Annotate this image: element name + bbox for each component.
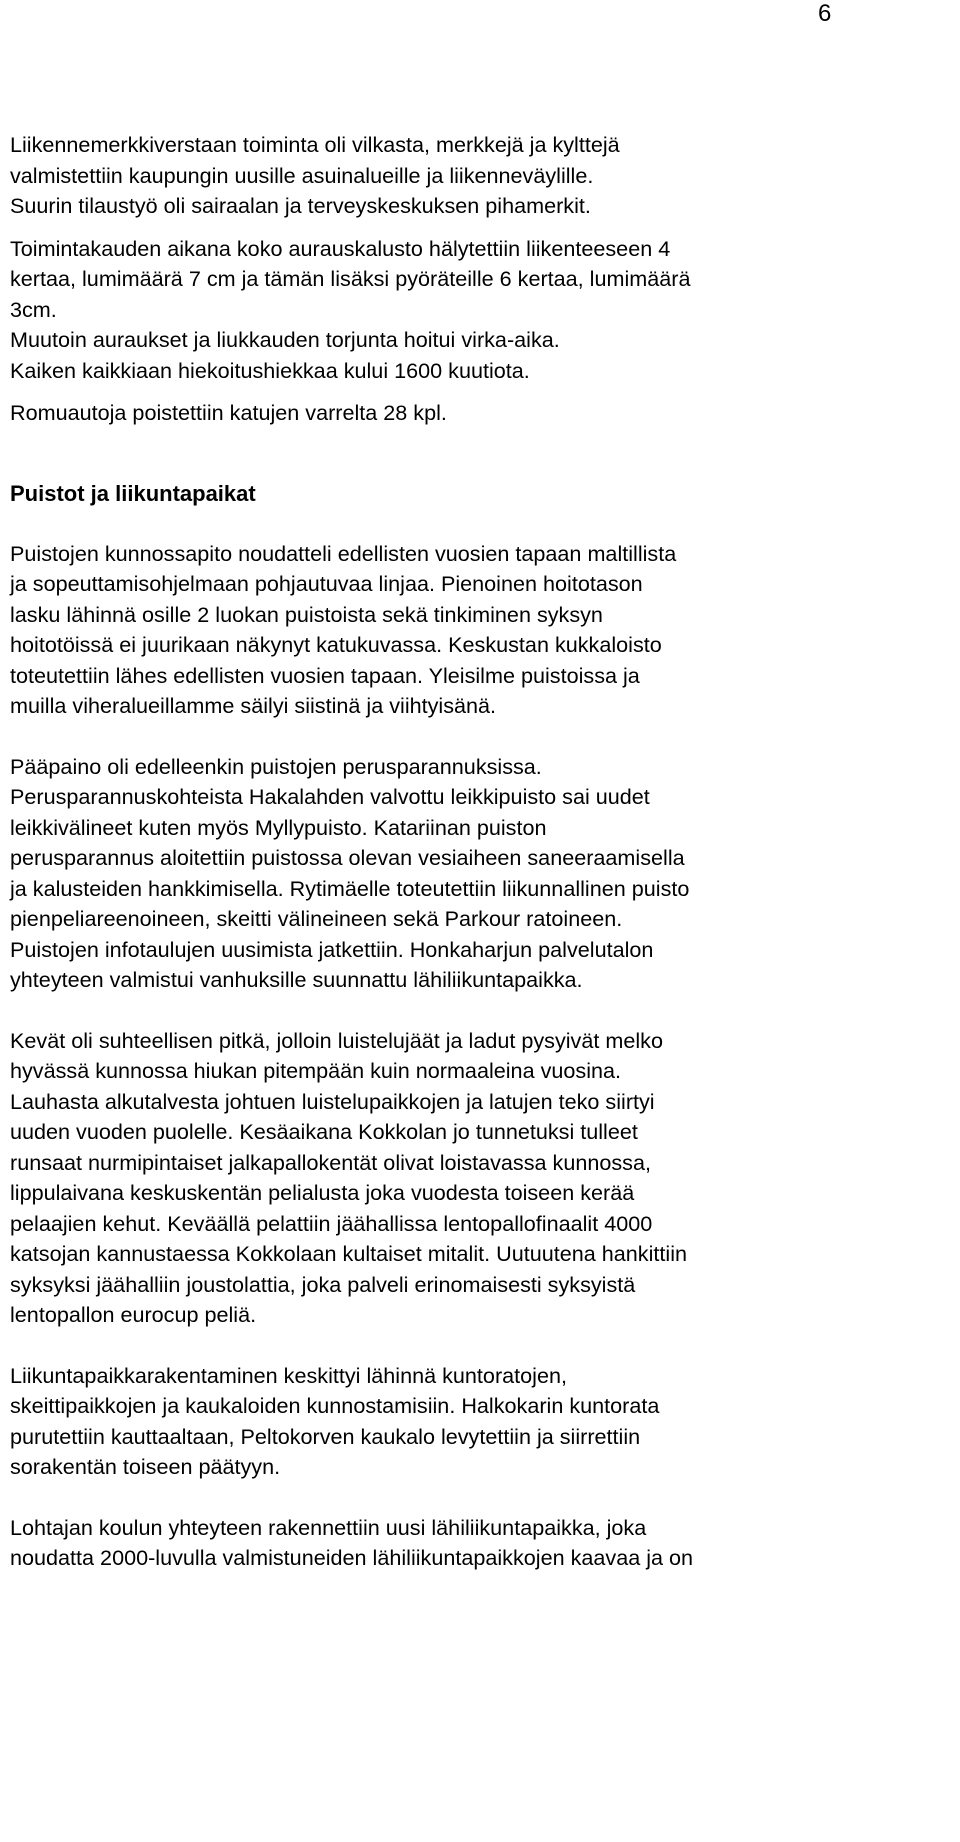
text-line: runsaat nurmipintaiset jalkapallokentät olivat loistavassa kunnossa,: [10, 1149, 651, 1175]
text-line: lentopallon eurocup peliä.: [10, 1302, 257, 1327]
text-line: Romuautoja poistettiin katujen varrelta 28 kpl.: [10, 400, 447, 425]
text-line: Muutoin auraukset ja liukkauden torjunta hoitui virka-aika.: [10, 327, 560, 352]
section-heading: Puistot ja liikuntapaikat: [10, 480, 256, 506]
text-line: kertaa, lumimäärä 7 cm ja tämän lisäksi pyöräteille 6 kertaa, lumimäärä: [10, 266, 691, 291]
spacer: [10, 386, 940, 398]
text-line: hoitotöissä ei juurikaan näkynyt katukuvassa. Keskustan kukkaloisto: [10, 632, 662, 657]
text-line: Puistojen kunnossapito noudatteli edellisten vuosien tapaan maltillista: [10, 540, 677, 566]
text-line: katsojan kannustaessa Kokkolaan kultaiset mitalit. Uutuutena hankittiin: [10, 1241, 687, 1266]
text-line: Liikennemerkkiverstaan toiminta oli vilkasta, merkkejä ja kylttejä: [10, 132, 620, 157]
text-line: noudatta 2000-luvulla valmistuneiden lähiliikuntapaikkojen kaavaa ja on: [10, 1545, 694, 1570]
text-line: Suurin tilaustyö oli sairaalan ja terveyskeskuksen pihamerkit.: [10, 193, 591, 218]
spacer: [10, 509, 940, 539]
text-line: Toimintakauden aikana koko aurauskalusto hälytettiin liikenteeseen 4: [10, 235, 671, 261]
text-line: purutettiin kauttaaltaan, Peltokorven kaukalo levytettiin ja siirrettiin: [10, 1423, 641, 1449]
text-line: Liikuntapaikkarakentaminen keskittyi lähinnä kuntoratojen,: [10, 1362, 567, 1388]
text-line: 3cm.: [10, 296, 57, 322]
spacer: [10, 722, 940, 752]
spacer: [10, 222, 940, 234]
text-line: Kevät oli suhteellisen pitkä, jolloin luistelujäät ja ladut pysyivät melko: [10, 1027, 663, 1053]
text-line: ja kalusteiden hankkimisella. Rytimäelle toteutettiin liikunnallinen puisto: [10, 875, 690, 901]
text-line: Lohtajan koulun yhteyteen rakennettiin uusi lähiliikuntapaikka, joka: [10, 1514, 647, 1540]
text-line: Lauhasta alkutalvesta johtuen luistelupaikkojen ja latujen teko siirtyi: [10, 1088, 655, 1114]
text-line: pienpeliareenoineen, skeitti välineineen sekä Parkour ratoineen.: [10, 906, 623, 931]
paragraph-lohtaja: [10, 1513, 940, 1574]
text-line: Perusparannuskohteista Hakalahden valvottu leikkipuisto sai uudet: [10, 784, 650, 809]
spacer: [10, 1483, 940, 1513]
spacer: [10, 429, 940, 479]
paragraph-liikuntapaikat-kausi: [10, 1026, 940, 1331]
text-line: lippulaivana keskuskentän pelialusta joka vuodesta toiseen kerää: [10, 1180, 635, 1205]
text-line: Puistojen infotaulujen uusimista jatkettiin. Honkaharjun palvelutalon: [10, 936, 654, 962]
document-body: [10, 130, 940, 1574]
text-line: lasku lähinnä osille 2 luokan puistoista sekä tinkiminen syksyn: [10, 601, 603, 627]
text-line: Pääpaino oli edelleenkin puistojen perusparannuksissa.: [10, 753, 542, 779]
text-line: valmistettiin kaupungin uusille asuinalueille ja liikenneväylille.: [10, 162, 594, 188]
text-line: uuden vuoden puolelle. Kesäaikana Kokkolan jo tunnetuksi tulleet: [10, 1119, 638, 1144]
spacer: [10, 996, 940, 1026]
paragraph-romuautot: [10, 398, 940, 429]
text-line: pelaajien kehut. Keväällä pelattiin jäähallissa lentopallofinaalit 4000: [10, 1210, 653, 1236]
text-line: hyvässä kunnossa hiukan pitempään kuin normaaleina vuosina.: [10, 1058, 622, 1083]
text-line: toteutettiin lähes edellisten vuosien tapaan. Yleisilme puistoissa ja: [10, 662, 640, 688]
paragraph-perusparannukset: [10, 752, 940, 996]
paragraph-liikennemerkit: [10, 130, 940, 222]
text-line: perusparannus aloitettiin puistossa olevan vesiaiheen saneeraamisella: [10, 845, 685, 870]
text-line: ja sopeuttamisohjelmaan pohjautuvaa linjaa. Pienoinen hoitotason: [10, 571, 643, 596]
text-line: leikkivälineet kuten myös Myllypuisto. Katariinan puiston: [10, 814, 547, 840]
paragraph-puistojen-kunnossapito: [10, 539, 940, 722]
text-line: sorakentän toiseen päätyyn.: [10, 1454, 281, 1479]
spacer: [10, 1331, 940, 1361]
text-line: yhteyteen valmistui vanhuksille suunnattu lähiliikuntapaikka.: [10, 967, 583, 992]
paragraph-liikuntapaikkarakentaminen: [10, 1361, 940, 1483]
text-line: muilla viheralueillamme säilyi siistinä ja viihtyisänä.: [10, 693, 497, 718]
text-line: skeittipaikkojen ja kaukaloiden kunnostamisiin. Halkokarin kuntorata: [10, 1393, 660, 1418]
text-line: syksyksi jäähalliin joustolattia, joka palveli erinomaisesti syksyistä: [10, 1271, 636, 1297]
page-number: 6: [818, 0, 832, 27]
paragraph-auraus: [10, 234, 940, 387]
text-line: Kaiken kaikkiaan hiekoitushiekkaa kului 1600 kuutiota.: [10, 357, 530, 383]
